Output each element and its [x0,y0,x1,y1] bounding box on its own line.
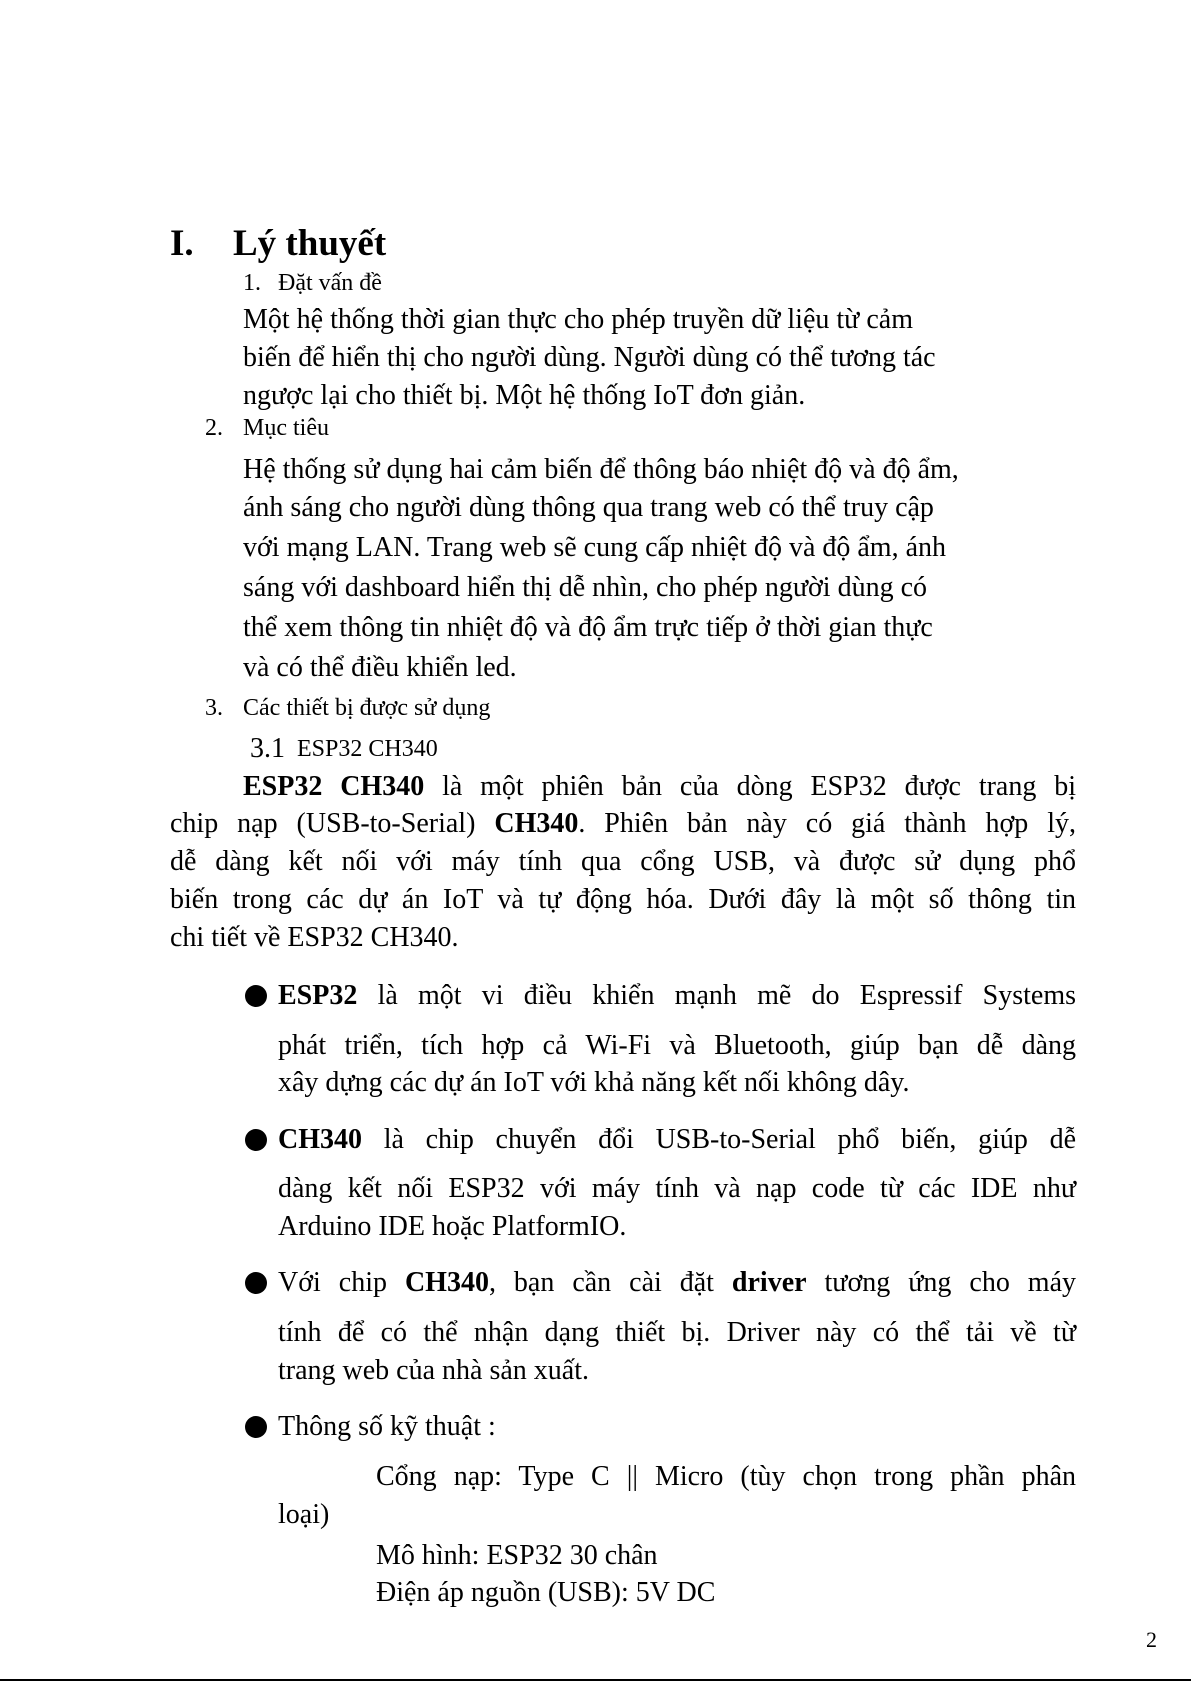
section-1-line-3: ngược lại cho thiết bị. Một hệ thống IoT đơn giản. [243,380,806,411]
spec-2: Mô hình: ESP32 30 chân [376,1540,658,1571]
intro-line-5: chi tiết về ESP32 CH340. [170,922,459,953]
subsection-number: 3.1 [250,733,285,764]
bullet-2-line-3: Arduino IDE hoặc PlatformIO. [278,1211,627,1242]
section-2-line-3: với mạng LAN. Trang web sẽ cung cấp nhiệt độ và độ ẩm, ánh [243,532,947,563]
intro-line-2: chip nạp (USB-to-Serial) CH340. Phiên bản này có giá thành hợp lý, [170,808,1076,839]
bullet-3-line-1: Với chip CH340, bạn cần cài đặt driver tương ứng cho máy [278,1267,1077,1298]
heading-title: Lý thuyết [233,223,387,264]
spec-1-line-2: loại) [278,1499,330,1530]
bullet-3-line-2: tính để có thể nhận dạng thiết bị. Driver này có thể tải về từ [278,1317,1076,1348]
section-2-line-6: và có thể điều khiển led. [243,652,517,683]
section-3-title: Các thiết bị được sử dụng [243,695,491,721]
bullet-2-bold: CH340 [278,1124,362,1155]
intro-bold-ch340: CH340 [494,808,579,839]
bullet-3-line-3: trang web của nhà sản xuất. [278,1355,589,1386]
bullet-1-bold: ESP32 [278,980,358,1011]
bullet-4-dot-icon [245,1416,267,1438]
section-1-title: Đặt vấn đề [278,270,382,296]
section-2-title: Mục tiêu [243,415,329,441]
subsection-title: ESP32 CH340 [297,736,438,762]
bullet-3-bold-ch340: CH340 [404,1267,489,1298]
bullet-1-line-2: phát triển, tích hợp cả Wi-Fi và Bluetooth, giúp bạn dễ dàng [278,1030,1076,1061]
section-2-number: 2. [205,415,223,441]
bullet-1-dot-icon [245,985,267,1007]
section-3-number: 3. [205,695,223,721]
intro-line-1: ESP32 CH340 là một phiên bản của dòng ESP32 được trang bị [243,771,1076,802]
section-1-line-2: biến để hiển thị cho người dùng. Người dùng có thể tương tác [243,342,936,373]
bullet-2-dot-icon [245,1129,267,1151]
page-number: 2 [1146,1627,1157,1652]
spec-3: Điện áp nguồn (USB): 5V DC [376,1577,716,1608]
section-2-line-2: ánh sáng cho người dùng thông qua trang web có thể truy cập [243,492,934,523]
bullet-1-line-3: xây dựng các dự án IoT với khả năng kết nối không dây. [278,1067,910,1098]
bullet-2-line-1: CH340 là chip chuyển đổi USB-to-Serial phổ biến, giúp dễ [278,1124,1076,1155]
section-1-line-1: Một hệ thống thời gian thực cho phép truyền dữ liệu từ cảm [243,304,913,335]
bullet-4-line-1: Thông số kỹ thuật : [278,1411,496,1442]
heading-numeral: I. [170,223,194,264]
intro-line-3: dễ dàng kết nối với máy tính qua cổng USB, và được sử dụng phổ [170,846,1076,877]
intro-line-4: biến trong các dự án IoT và tự động hóa. Dưới đây là một số thông tin [170,884,1076,915]
section-2-line-5: thể xem thông tin nhiệt độ và độ ẩm trực tiếp ở thời gian thực [243,612,933,643]
bullet-2-line-2: dàng kết nối ESP32 với máy tính và nạp code từ các IDE như [278,1173,1076,1204]
section-2-line-4: sáng với dashboard hiển thị dễ nhìn, cho phép người dùng có [243,572,928,603]
spec-1-line-1: Cổng nạp: Type C || Micro (tùy chọn trong phần phân [376,1461,1076,1492]
bullet-3-bold-driver: driver [731,1267,807,1298]
bullet-1-line-1: ESP32 là một vi điều khiển mạnh mẽ do Espressif Systems [278,980,1076,1011]
intro-bold-esp32-ch340: ESP32 CH340 [243,771,425,802]
bullet-3-dot-icon [245,1272,267,1294]
section-1-number: 1. [243,270,261,296]
section-2-line-1: Hệ thống sử dụng hai cảm biến để thông báo nhiệt độ và độ ẩm, [243,454,959,485]
footer-rule [0,1679,1191,1681]
